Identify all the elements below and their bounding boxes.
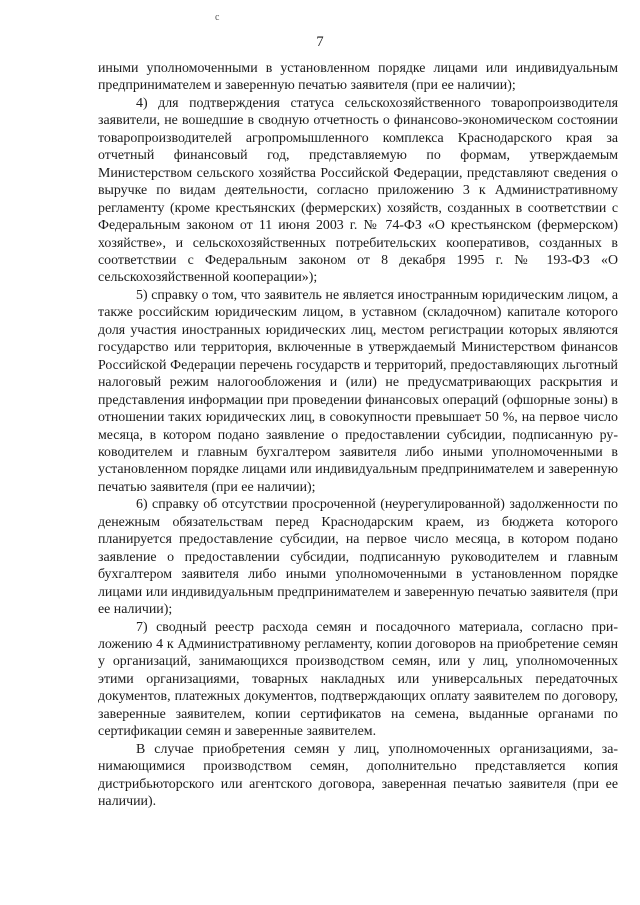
paragraph-continuation: иными уполномоченными в установленном порядке лицами или индивидуальным предпринимателем и заверенную печатью заявителя (при ее наличии);: [98, 61, 618, 94]
paragraph-item-6: 6) справку об отсутствии просроченной (неурегулированной) задолженности по денежным обязательствам перед Краснодарским краем, из бюджета которого планируется предоставление субсидии, на первое число месяца, в котором подано заявление о предоставлении субсидии, подписанную руководителем и главным бухгалтером заявителя либо иными уполномоченными в установленном порядке лицами или индивидуальным предпринимателем и заверенную печатью заявителя (при ее наличии);: [98, 497, 618, 618]
paragraph-item-4: 4) для подтверждения статуса сельскохозяйственного товаропроизводителя заявители, не вошедшие в сводную отчетность о финансово-экономическом состоянии товаропроизводителей агропромышленного комплекса Краснодарского края за отчетный финансовый год, представляемую по формам, утверждаемым Министерством сельского хозяйства Российской Федерации, представляют сведения о выручке по видам деятельности, согласно приложению 3 к Административному регламенту (кроме крестьянских (фермерских) хозяйств, созданных в соответствии с Федеральным законом от 11 июня 2003 г. № 74-ФЗ «О крестьянском (фермерском) хозяйстве», и сельскохозяйственных потребительских кооперативов, созданных в соответствии с Федеральным законом от 8 декабря 1995 г. № 193-ФЗ «О сельскохозяйственной кооперации»);: [98, 95, 618, 286]
page-number: 7: [316, 34, 324, 50]
paragraph-item-5: 5) справку о том, что заявитель не является иностранным юридическим лицом, а также российским юридическим лицом, в уставном (складочном) капитале которого доля участия иностранных юридических лиц, местом регистрации которых являются государство или территория, включенные в утверждаемый Министерством финансов Российской Федерации перечень государств и территорий, предоставляющих льготный налоговый режим налогообложения и (или) не предусматривающих раскрытия и представления информации при проведении финансовых операций (офшорные зоны) в отношении таких юридических лиц, в совокупности превышает 50 %, на первое число месяца, в котором подано заявление о предоставлении субсидии, подписанную руководителем и главным бухгалтером заявителя либо иными уполномоченными в установленном порядке лицами или индивидуальным предпринимателем и заверенную печатью заявителя (при ее наличии);: [98, 287, 618, 495]
paragraph-seed-purchase-note: В случае приобретения семян у лиц, уполномоченных организациями, занимающимися производством семян, дополнительно представляется копия дистрибьюторского или агентского договора, заверенная печатью заявителя (при ее наличии).: [98, 741, 618, 810]
scan-mark: с: [215, 12, 220, 23]
document-body: [98, 60, 618, 810]
paragraph-item-7: 7) сводный реестр расхода семян и посадочного материала, согласно приложению 4 к Административному регламенту, копии договоров на приобретение семян у организаций, занимающихся производством семян, или у лиц, уполномоченных этими организациями, товарных накладных или универсальных передаточных документов, платежных документов, подтверждающих оплату заявителем по договору, заверенные заявителем, копии сертификатов на семена, выданные органами по сертификации семян и заверенные заявителем.: [98, 619, 618, 740]
